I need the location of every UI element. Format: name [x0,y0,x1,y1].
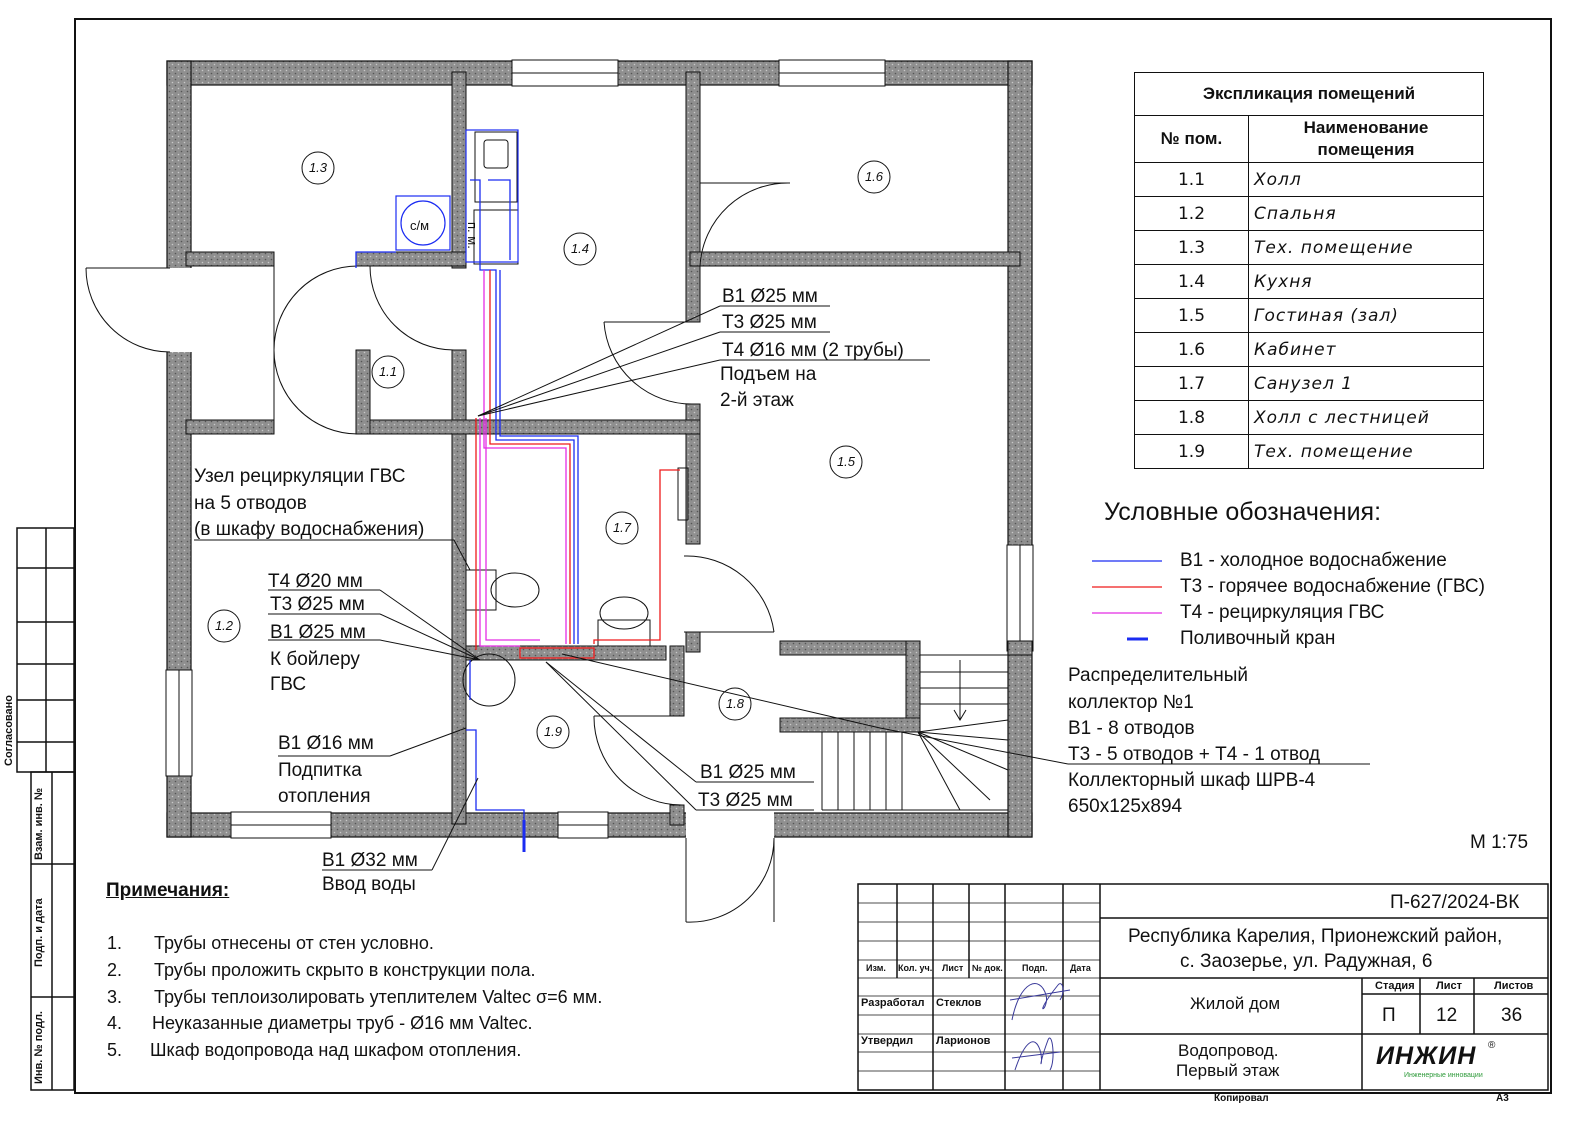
dishwasher-label: п. м. [465,222,480,249]
note-num: 1. [107,933,123,953]
explication-col-num: № пом. [1135,116,1249,163]
tb-format: А3 [1496,1093,1509,1104]
room-label-1.3: 1.3 [308,160,328,175]
callout-inlet-note: Ввод воды [322,874,416,895]
legend-item-cold: В1 - холодное водоснабжение [1180,550,1447,571]
row-num: 1.7 [1135,367,1249,401]
callout-boiler-b1: В1 Ø25 мм [270,622,366,643]
notes-title: Примечания: [106,880,230,901]
tb-stage: П [1382,1005,1396,1026]
room-label-1.5: 1.5 [836,454,856,469]
signature-marks [1010,984,1070,1070]
callout-boiler-note1: К бойлеру [270,649,360,670]
callout-riser-note2: 2-й этаж [720,390,794,411]
row-name: Кухня [1249,265,1484,299]
callout-heat-note1: Подпитка [278,760,362,781]
row-num: 1.3 [1135,231,1249,265]
room-label-1.6: 1.6 [864,169,884,184]
tb-drawing-2: Первый этаж [1176,1061,1280,1080]
room-label-1.8: 1.8 [725,696,745,711]
callout-riser-t3: Т3 Ø25 мм [722,312,817,333]
tb-head-ndoc: № док. [972,963,1003,973]
row-num: 1.2 [1135,197,1249,231]
logo-text: ИНЖИН [1376,1042,1477,1070]
tb-approved-name: Ларионов [936,1035,991,1047]
callout-recirc-3: (в шкафу водоснабжения) [194,519,425,540]
callout-boiler-t4: Т4 Ø20 мм [268,571,363,592]
title-address-2: с. Заозерье, ул. Радужная, 6 [1180,951,1433,972]
tb-approved-role: Утвердил [861,1035,914,1047]
tb-drawing-1: Водопровод. [1178,1041,1279,1060]
callout-collector-6: 650х125х894 [1068,796,1183,817]
explication-title: Экспликация помещений [1135,73,1484,116]
room-label-1.1: 1.1 [378,364,398,379]
room-label-1.9: 1.9 [543,724,563,739]
callout-collector-1: Распределительный [1068,665,1249,686]
legend-title: Условные обозначения: [1104,498,1382,526]
tb-head-list: Лист [942,963,964,973]
tb-developed-name: Стеклов [936,997,982,1009]
washer-label: с/м [410,218,430,233]
room-label-1.4: 1.4 [570,241,590,256]
row-name: Кабинет [1249,333,1484,367]
legend-item-recirc: Т4 - рециркуляция ГВС [1180,602,1385,623]
callout-hall-b1: В1 Ø25 мм [700,762,796,783]
callout-boiler-note2: ГВС [270,674,307,695]
company-logo [1376,1040,1496,1082]
tb-sheet-header: Лист [1436,980,1462,992]
tb-copied: Копировал [1214,1093,1269,1104]
callout-heat-b1: В1 Ø16 мм [278,733,374,754]
note-num: 2. [107,960,123,980]
row-num: 1.6 [1135,333,1249,367]
legend-item-tap: Поливочный кран [1180,628,1336,649]
tb-stage-header: Стадия [1375,980,1415,992]
row-num: 1.1 [1135,163,1249,197]
callout-riser-note1: Подъем на [720,364,817,385]
note-text: Трубы проложить скрыто в конструкции пола. [154,960,536,980]
note-num: 5. [107,1040,123,1060]
tb-head-podp: Подп. [1022,963,1048,973]
tb-developed-role: Разработал [861,997,925,1009]
tb-head-koluch: Кол. уч. [898,963,933,973]
title-address-1: Республика Карелия, Прионежский район, [1128,926,1503,947]
callout-boiler-t3: Т3 Ø25 мм [270,594,365,615]
row-name: Тех. помещение [1249,231,1484,265]
room-label-1.7: 1.7 [612,520,632,535]
side-stamp-agreed: Согласовано [3,694,15,766]
scale-label: М 1:75 [1470,832,1529,853]
tb-head-izm: Изм. [866,963,886,973]
callout-heat-note2: отопления [278,786,371,807]
row-name: Гостиная (зал) [1249,299,1484,333]
note-text: Неуказанные диаметры труб - Ø16 мм Valtec. [152,1013,533,1033]
note-num: 4. [107,1013,123,1033]
row-name: Тех. помещение [1249,435,1484,469]
logo-reg-mark: ® [1488,1040,1496,1051]
row-name: Холл [1249,163,1484,197]
row-name: Санузел 1 [1249,367,1484,401]
tb-sheets-header: Листов [1494,980,1534,992]
note-text: Трубы теплоизолировать утеплителем Valtec σ=6 мм. [154,987,603,1007]
row-num: 1.4 [1135,265,1249,299]
row-name: Холл с лестницей [1249,401,1484,435]
tb-object: Жилой дом [1190,994,1281,1013]
note-text: Трубы отнесены от стен условно. [154,933,434,953]
callout-recirc-1: Узел рециркуляции ГВС [194,466,406,487]
note-num: 3. [107,987,123,1007]
side-stamp-sign-date: Подп. и дата [33,898,45,967]
callout-riser-b1: В1 Ø25 мм [722,286,818,307]
tb-head-data: Дата [1070,963,1091,973]
callout-collector-2: коллектор №1 [1068,692,1194,713]
row-name: Спальня [1249,197,1484,231]
legend-item-hot: Т3 - горячее водоснабжение (ГВС) [1180,576,1485,597]
logo-subtitle: Инженерные инновации [1404,1072,1483,1079]
tb-sheets: 36 [1501,1005,1523,1026]
note-text: Шкаф водопровода над шкафом отопления. [150,1040,522,1060]
side-stamp-inv-replace: Взам. инв. № [33,787,45,860]
room-label-1.2: 1.2 [214,618,234,633]
row-num: 1.8 [1135,401,1249,435]
side-stamp-inv-orig: Инв. № подл. [33,1011,45,1084]
callout-hall-t3: Т3 Ø25 мм [698,790,793,811]
callout-inlet-b1: В1 Ø32 мм [322,850,418,871]
callout-recirc-2: на 5 отводов [194,493,307,514]
row-num: 1.5 [1135,299,1249,333]
row-num: 1.9 [1135,435,1249,469]
callout-collector-4: Т3 - 5 отводов + Т4 - 1 отвод [1068,744,1321,765]
explication-col-name: Наименование помещения [1249,116,1484,163]
tb-sheet: 12 [1436,1005,1458,1026]
callout-riser-t4: Т4 Ø16 мм (2 трубы) [722,340,904,361]
title-code: П-627/2024-ВК [1390,892,1520,913]
callout-collector-5: Коллекторный шкаф ШРВ-4 [1068,770,1316,791]
callout-collector-3: В1 - 8 отводов [1068,718,1195,739]
